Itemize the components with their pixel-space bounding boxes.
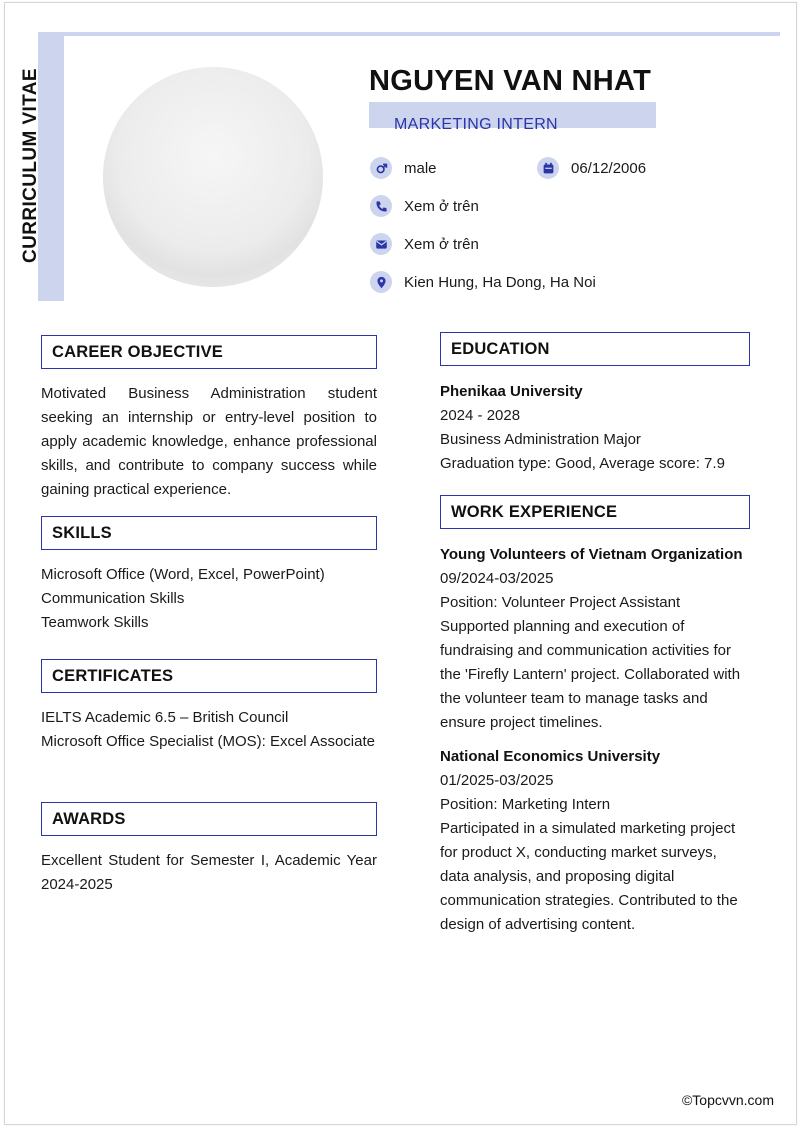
skill-item: Communication Skills [41,590,185,607]
job-entry [440,543,750,735]
job-period: 01/2025-03/2025 [440,772,554,789]
info-gender [370,157,437,179]
job-position: Position: Volunteer Project Assistant [440,594,681,611]
certificates-heading: CERTIFICATES [41,659,377,693]
career-objective-section [41,382,377,502]
education-section [440,380,750,476]
skill-item: Teamwork Skills [41,614,149,631]
profile-photo-placeholder [103,67,323,287]
email-value: Xem ở trên [404,235,479,253]
location-icon [370,271,392,293]
education-school: Phenikaa University [440,383,583,400]
calendar-icon [537,157,559,179]
job-description: Participated in a simulated marketing project for product X, conducting market surveys, data analysis, and proposing digital communication strategies. Contributed to the design of advertising content. [440,820,738,933]
career-objective-text: Motivated Business Administration student seeking an internship or entry-level position to apply academic knowledge, enhance professional skills, and contribute to company success while gaining practical experience. [41,385,377,498]
address-value: Kien Hung, Ha Dong, Ha Noi [404,273,596,291]
info-email [370,233,479,255]
education-grade: Graduation type: Good, Average score: 7.9 [440,455,725,472]
phone-value: Xem ở trên [404,197,479,215]
career-objective-heading: CAREER OBJECTIVE [41,335,377,369]
job-entry [440,745,750,937]
education-period: 2024 - 2028 [440,407,521,424]
info-birthdate [537,157,646,179]
work-experience-section [440,543,750,937]
info-phone [370,195,479,217]
job-organization: Young Volunteers of Vietnam Organization [440,546,743,563]
certificates-section [41,706,377,754]
certificate-item: Microsoft Office Specialist (MOS): Excel Associate [41,733,375,750]
cv-page [4,2,797,1125]
footer-credit: ©Topcvvn.com [681,1092,774,1108]
skill-item: Microsoft Office (Word, Excel, PowerPoint) [41,566,325,583]
gender-value: male [404,159,437,177]
info-address [370,271,596,293]
certificate-item: IELTS Academic 6.5 – British Council [41,709,289,726]
awards-heading: AWARDS [41,802,377,836]
phone-icon [370,195,392,217]
job-period: 09/2024-03/2025 [440,570,554,587]
job-description: Supported planning and execution of fundraising and communication activities for the 'Firefly Lantern' project. Collaborated with the volunteer team to manage tasks and ensure project timelines. [440,618,741,731]
gender-icon [370,157,392,179]
header-top-line [38,32,780,36]
job-position: Position: Marketing Intern [440,796,611,813]
candidate-name: NGUYEN VAN NHAT [369,65,652,97]
work-experience-heading: WORK EXPERIENCE [440,495,750,529]
birthdate-value: 06/12/2006 [571,159,647,177]
skills-heading: SKILLS [41,516,377,550]
education-major: Business Administration Major [440,431,641,448]
job-organization: National Economics University [440,748,661,765]
vertical-title: CURRICULUM VITAE [20,68,41,263]
candidate-role: MARKETING INTERN [394,116,558,133]
award-item: Excellent Student for Semester I, Academic Year 2024-2025 [41,852,377,893]
email-icon [370,233,392,255]
awards-section [41,849,377,897]
skills-section [41,563,377,635]
education-heading: EDUCATION [440,332,750,366]
